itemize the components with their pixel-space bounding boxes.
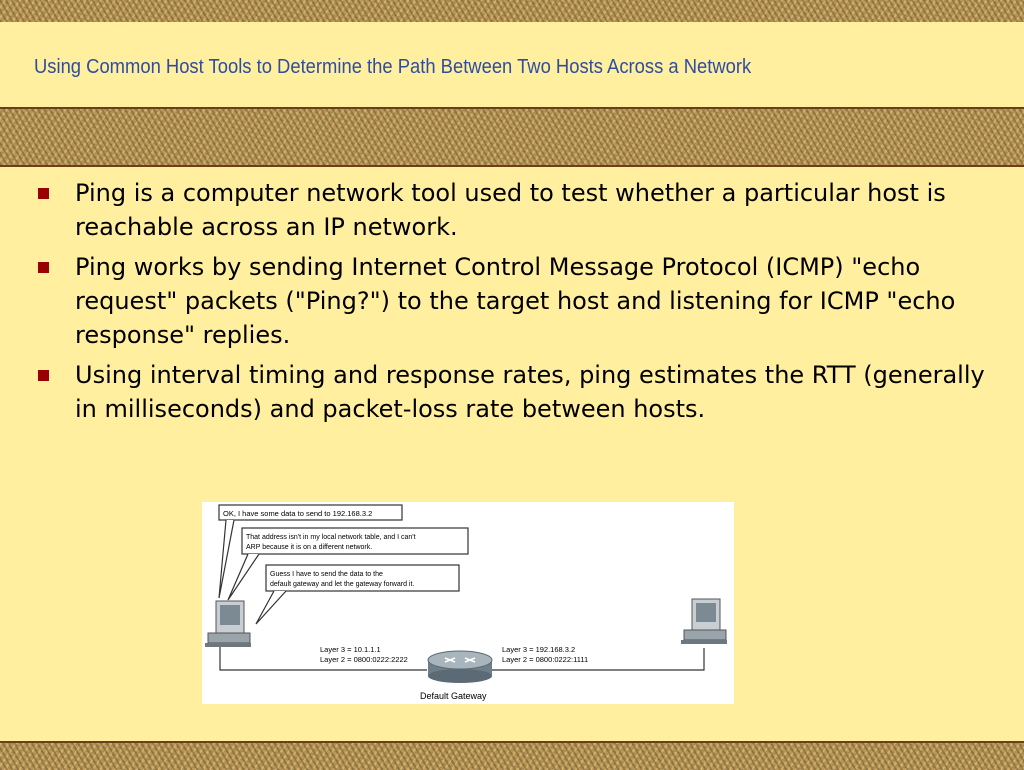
bullet-text: Ping works by sending Internet Control Message Protocol (ICMP) "echo request" packets ("Ping?") to the target host and listening for ICMP "echo response" replies.	[75, 253, 956, 349]
left-layer3-label: Layer 3 = 10.1.1.1	[320, 645, 381, 654]
bullet-text: Ping is a computer network tool used to test whether a particular host is reachable across an IP network.	[75, 179, 946, 241]
square-bullet-icon	[38, 262, 49, 273]
bullet-item	[38, 176, 988, 244]
callout-1-text: OK, I have some data to send to 192.168.3.2	[223, 509, 373, 518]
square-bullet-icon	[38, 370, 49, 381]
bullet-item	[38, 358, 988, 426]
title-band	[0, 22, 1024, 107]
left-computer-icon	[205, 601, 251, 647]
callout-3-line-2: default gateway and let the gateway forward it.	[270, 581, 415, 588]
right-layer2-label: Layer 2 = 0800:0222:1111	[502, 655, 589, 664]
bullet-item	[38, 250, 988, 352]
slide-title: Using Common Host Tools to Determine the Path Between Two Hosts Across a Network	[34, 56, 752, 78]
router-icon	[428, 651, 492, 683]
left-layer2-label: Layer 2 = 0800:0222:2222	[320, 655, 408, 664]
callout-bubble-3	[256, 565, 459, 624]
middle-decorative-stripe	[0, 107, 1024, 167]
top-decorative-stripe	[0, 0, 1024, 22]
bullet-text: Using interval timing and response rates, ping estimates the RTT (generally in milliseconds) and packet-loss rate between hosts.	[75, 361, 985, 423]
right-layer3-label: Layer 3 = 192.168.3.2	[502, 645, 576, 654]
square-bullet-icon	[38, 188, 49, 199]
bottom-decorative-stripe	[0, 741, 1024, 770]
callout-3-line-1: Guess I have to send the data to the	[270, 571, 383, 578]
callout-2-line-2: ARP because it is on a different network.	[246, 544, 373, 551]
network-diagram	[202, 502, 734, 704]
gateway-label: Default Gateway	[420, 691, 487, 701]
callout-2-line-1: That address isn't in my local network table, and I can't	[246, 534, 416, 541]
right-computer-icon	[681, 599, 727, 644]
bullet-list	[38, 176, 988, 432]
